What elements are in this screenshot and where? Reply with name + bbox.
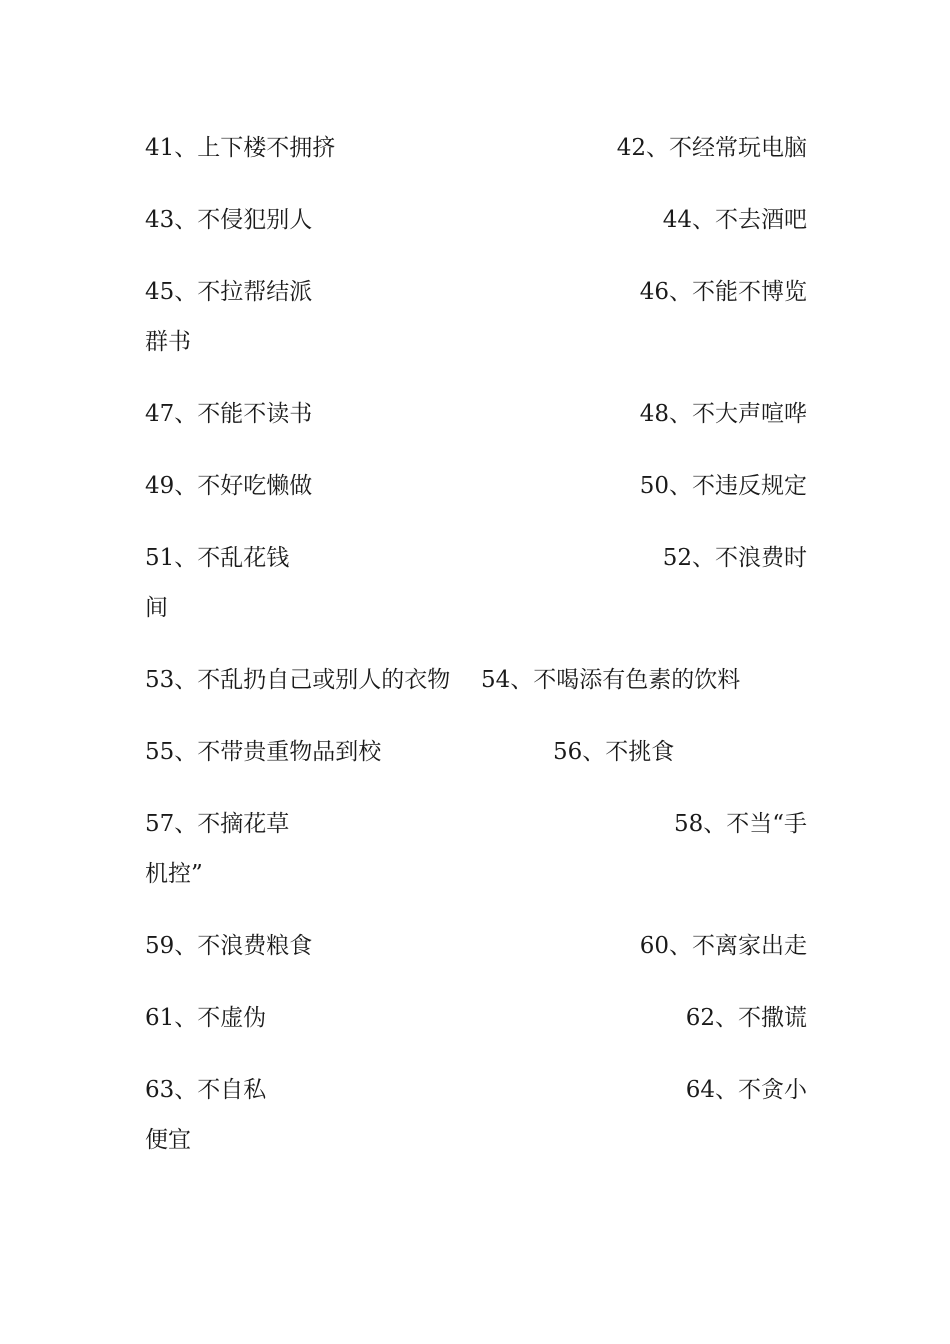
rule-41: 41、上下楼不拥挤 xyxy=(145,135,336,161)
rule-44: 44、不去酒吧 xyxy=(662,207,807,233)
list-item xyxy=(145,538,807,660)
rule-59: 59、不浪费粮食 xyxy=(145,933,313,959)
rule-52: 52、不浪费时 xyxy=(662,545,807,571)
list-item xyxy=(145,732,807,804)
rule-62: 62、不撒谎 xyxy=(685,1005,807,1031)
rule-64-continuation: 便宜 xyxy=(145,1127,191,1153)
list-item xyxy=(145,926,807,998)
list-item xyxy=(145,466,807,538)
rule-53: 53、不乱扔自己或别人的衣物 xyxy=(145,667,451,693)
rule-46: 46、不能不博览 xyxy=(639,279,807,305)
list-item xyxy=(145,1070,807,1192)
list-item xyxy=(145,660,807,732)
rule-63: 63、不自私 xyxy=(145,1077,267,1103)
rule-55: 55、不带贵重物品到校 xyxy=(145,739,382,765)
rule-57: 57、不摘花草 xyxy=(145,811,290,837)
rule-58-continuation: 机控” xyxy=(145,861,203,887)
rule-64: 64、不贪小 xyxy=(685,1077,807,1103)
rule-51: 51、不乱花钱 xyxy=(145,545,290,571)
rule-49: 49、不好吃懒做 xyxy=(145,473,313,499)
list-item xyxy=(145,128,807,200)
rule-52-continuation: 间 xyxy=(145,595,168,621)
list-item xyxy=(145,200,807,272)
rule-60: 60、不离家出走 xyxy=(639,933,807,959)
rule-46-continuation: 群书 xyxy=(145,329,191,355)
list-item xyxy=(145,804,807,926)
rule-47: 47、不能不读书 xyxy=(145,401,313,427)
list-item xyxy=(145,998,807,1070)
rule-list xyxy=(145,128,807,1192)
rule-54: 54、不喝添有色素的饮料 xyxy=(481,667,741,693)
rule-58: 58、不当“手 xyxy=(673,811,807,837)
list-item xyxy=(145,394,807,466)
rule-48: 48、不大声喧哗 xyxy=(639,401,807,427)
rule-43: 43、不侵犯别人 xyxy=(145,207,313,233)
rule-45: 45、不拉帮结派 xyxy=(145,279,313,305)
rule-61: 61、不虚伪 xyxy=(145,1005,267,1031)
rule-50: 50、不违反规定 xyxy=(639,473,807,499)
list-item xyxy=(145,272,807,394)
rule-42: 42、不经常玩电脑 xyxy=(616,135,807,161)
rule-56: 56、不挑食 xyxy=(553,739,675,765)
